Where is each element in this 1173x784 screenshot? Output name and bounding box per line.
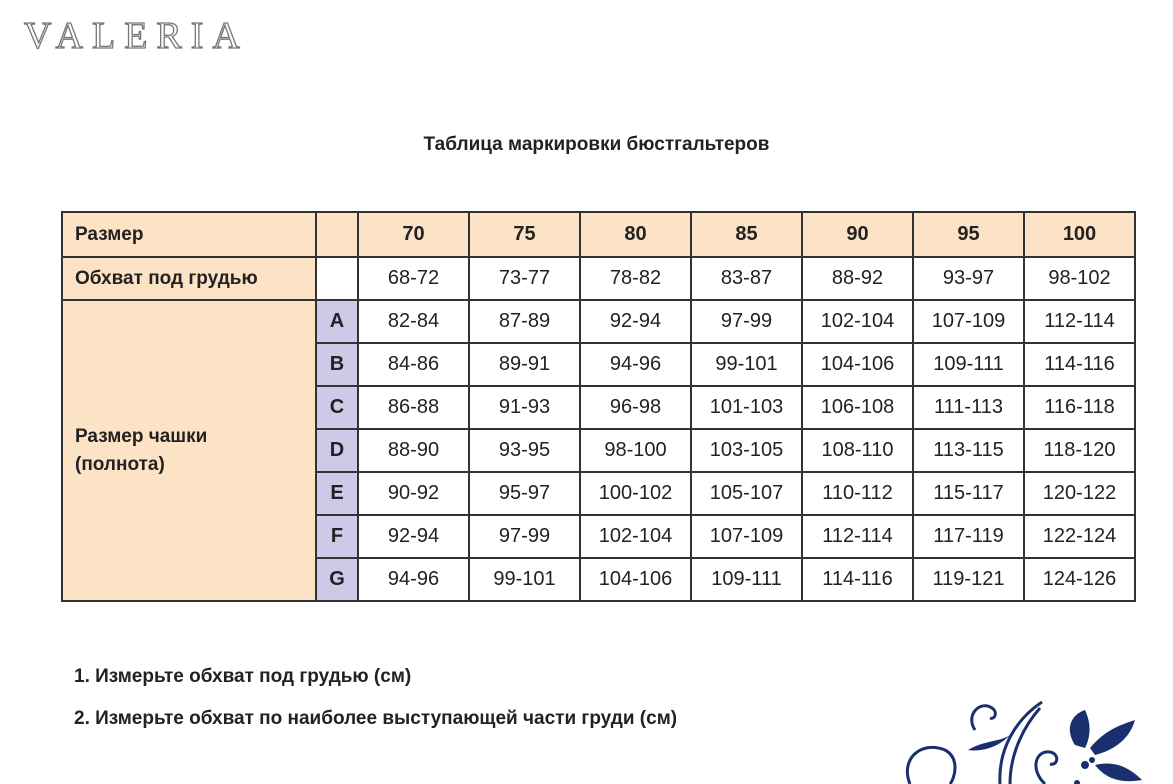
- underbust-spacer: [316, 257, 358, 300]
- underbust-value: 93-97: [913, 257, 1024, 300]
- bust-value: 86-88: [358, 386, 469, 429]
- page-title: Таблица маркировки бюстгальтеров: [423, 134, 770, 155]
- floral-ornament-icon: [880, 680, 1173, 784]
- bust-value: 101-103: [691, 386, 802, 429]
- bust-value: 107-109: [913, 300, 1024, 343]
- bust-value: 112-114: [802, 515, 913, 558]
- underbust-value: 98-102: [1024, 257, 1135, 300]
- size-header: 85: [691, 212, 802, 257]
- bust-value: 94-96: [358, 558, 469, 601]
- bust-value: 115-117: [913, 472, 1024, 515]
- bust-value: 99-101: [469, 558, 580, 601]
- bust-value: 117-119: [913, 515, 1024, 558]
- bust-value: 95-97: [469, 472, 580, 515]
- size-table: [61, 211, 1136, 602]
- instructions: [74, 666, 677, 750]
- bust-value: 109-111: [691, 558, 802, 601]
- bust-value: 106-108: [802, 386, 913, 429]
- bust-value: 102-104: [802, 300, 913, 343]
- underbust-value: 83-87: [691, 257, 802, 300]
- bust-value: 100-102: [580, 472, 691, 515]
- size-header: 75: [469, 212, 580, 257]
- underbust-value: 68-72: [358, 257, 469, 300]
- bust-value: 84-86: [358, 343, 469, 386]
- bust-value: 98-100: [580, 429, 691, 472]
- bust-value: 104-106: [580, 558, 691, 601]
- cup-letter: A: [316, 300, 358, 343]
- underbust-row: [62, 257, 1135, 300]
- bust-value: 90-92: [358, 472, 469, 515]
- cup-letter: D: [316, 429, 358, 472]
- bust-value: 99-101: [691, 343, 802, 386]
- bust-value: 87-89: [469, 300, 580, 343]
- bust-value: 92-94: [358, 515, 469, 558]
- bust-value: 108-110: [802, 429, 913, 472]
- bust-value: 96-98: [580, 386, 691, 429]
- bust-value: 105-107: [691, 472, 802, 515]
- bust-value: 103-105: [691, 429, 802, 472]
- cup-size-label: [62, 300, 316, 601]
- bust-value: 97-99: [691, 300, 802, 343]
- cup-row: [62, 300, 1135, 343]
- bust-value: 114-116: [1024, 343, 1135, 386]
- bust-value: 113-115: [913, 429, 1024, 472]
- bust-value: 110-112: [802, 472, 913, 515]
- bust-value: 104-106: [802, 343, 913, 386]
- cup-letter: E: [316, 472, 358, 515]
- bust-value: 116-118: [1024, 386, 1135, 429]
- cup-letter: F: [316, 515, 358, 558]
- brand-logo: VALERIA: [24, 15, 249, 57]
- bust-value: 112-114: [1024, 300, 1135, 343]
- bust-value: 114-116: [802, 558, 913, 601]
- bust-value: 94-96: [580, 343, 691, 386]
- cup-letter: B: [316, 343, 358, 386]
- bust-value: 111-113: [913, 386, 1024, 429]
- header-spacer: [316, 212, 358, 257]
- bust-value: 88-90: [358, 429, 469, 472]
- bust-value: 89-91: [469, 343, 580, 386]
- cup-letter: G: [316, 558, 358, 601]
- underbust-value: 78-82: [580, 257, 691, 300]
- bust-value: 82-84: [358, 300, 469, 343]
- cup-letter: C: [316, 386, 358, 429]
- bust-value: 91-93: [469, 386, 580, 429]
- bust-value: 119-121: [913, 558, 1024, 601]
- cup-size-label-line: (полнота): [75, 453, 165, 475]
- instruction-step: 1. Измерьте обхват под грудью (см): [74, 666, 412, 687]
- bust-value: 107-109: [691, 515, 802, 558]
- underbust-label: Обхват под грудью: [62, 257, 316, 300]
- size-label: Размер: [62, 212, 316, 257]
- size-header: 100: [1024, 212, 1135, 257]
- instruction-step: 2. Измерьте обхват по наиболее выступающей части груди (см): [74, 708, 678, 729]
- bust-value: 122-124: [1024, 515, 1135, 558]
- size-header: 80: [580, 212, 691, 257]
- size-header: 70: [358, 212, 469, 257]
- underbust-value: 88-92: [802, 257, 913, 300]
- bust-value: 124-126: [1024, 558, 1135, 601]
- table-header-row: [62, 212, 1135, 257]
- size-header: 90: [802, 212, 913, 257]
- bust-value: 102-104: [580, 515, 691, 558]
- bust-value: 93-95: [469, 429, 580, 472]
- bust-value: 118-120: [1024, 429, 1135, 472]
- bust-value: 97-99: [469, 515, 580, 558]
- underbust-value: 73-77: [469, 257, 580, 300]
- bust-value: 92-94: [580, 300, 691, 343]
- cup-size-label-line: Размер чашки: [75, 425, 208, 447]
- bust-value: 109-111: [913, 343, 1024, 386]
- size-header: 95: [913, 212, 1024, 257]
- bust-value: 120-122: [1024, 472, 1135, 515]
